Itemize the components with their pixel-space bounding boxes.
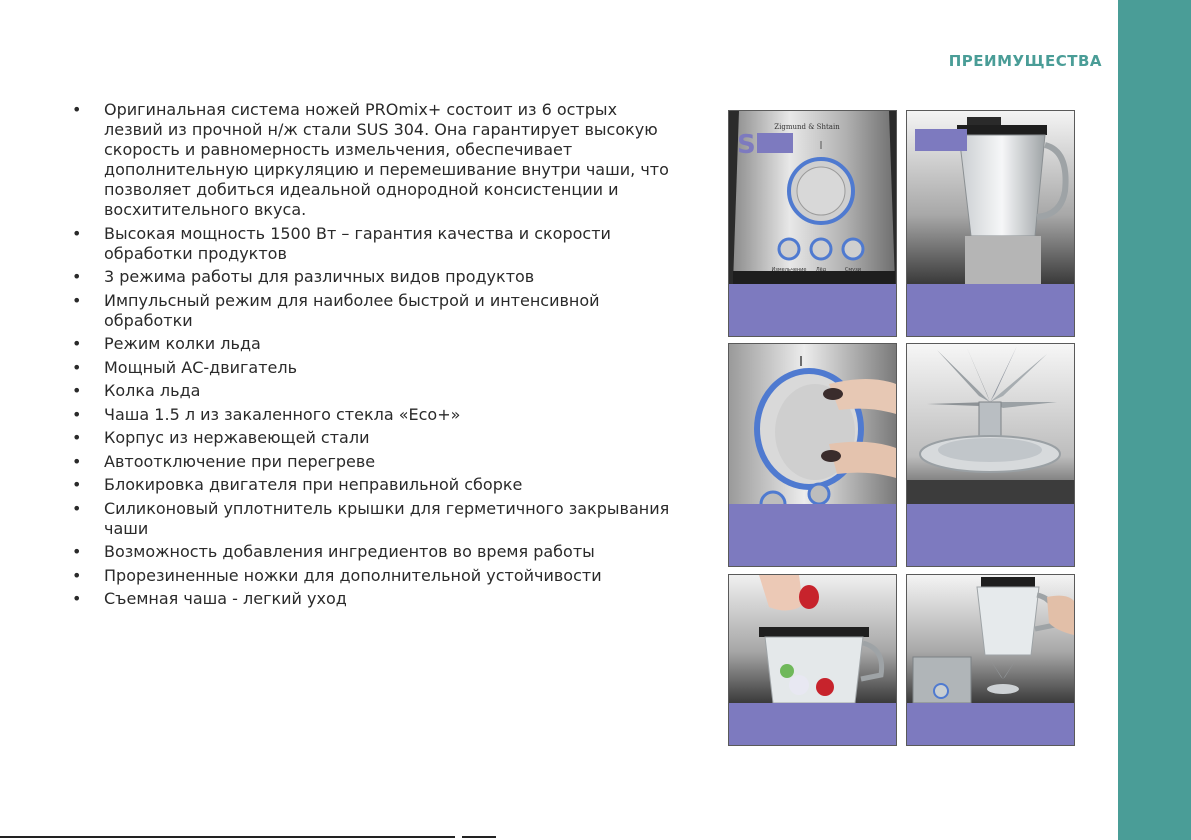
footer-divider xyxy=(0,836,455,838)
feature-text: Корпус из нержавеющей стали xyxy=(104,428,370,447)
feature-text: Высокая мощность 1500 Вт – гарантия качества и скорости обработки продуктов xyxy=(104,223,611,263)
features-list xyxy=(72,100,672,613)
feature-text: Режим колки льда xyxy=(104,334,261,353)
bullet-icon: • xyxy=(72,404,82,424)
feature-text: Колка льда xyxy=(104,381,201,400)
feature-item xyxy=(72,566,672,586)
bullet-icon: • xyxy=(72,451,82,471)
bullet-icon: • xyxy=(72,100,82,119)
feature-text: 3 режима работы для различных видов продуктов xyxy=(104,267,535,286)
button-label: Смузи xyxy=(844,267,862,273)
bullet-icon: • xyxy=(72,334,82,353)
footer-divider-dash xyxy=(462,836,496,838)
side-color-bar xyxy=(1118,0,1191,840)
photo-tile-knob xyxy=(728,343,897,567)
feature-text: Чаша 1.5 л из закаленного стекла «Eco+» xyxy=(104,404,461,424)
feature-item xyxy=(72,224,672,264)
control-panel-illustration xyxy=(729,111,896,284)
feature-text: Автоотключение при перегреве xyxy=(104,451,376,471)
feature-item xyxy=(72,589,672,609)
bullet-icon: • xyxy=(72,357,82,377)
feature-item xyxy=(72,542,672,562)
bullet-icon: • xyxy=(72,428,82,447)
s-badge-icon: S xyxy=(737,130,756,160)
feature-item xyxy=(72,405,672,425)
bullet-icon: • xyxy=(72,381,82,400)
feature-text: Съемная чаша - легкий уход xyxy=(104,589,347,608)
bullet-icon: • xyxy=(72,589,82,608)
bullet-icon: • xyxy=(72,475,82,494)
feature-item xyxy=(72,291,672,331)
glass-jug-illustration xyxy=(907,111,1074,284)
adding-ingredients-photo xyxy=(729,575,896,703)
feature-item xyxy=(72,499,672,539)
photo-tile-removable-jug xyxy=(906,574,1075,746)
adding-ingredients-illustration xyxy=(729,575,896,703)
badge-rect xyxy=(915,129,967,151)
feature-text: Возможность добавления ингредиентов во время работы xyxy=(104,542,595,561)
feature-item xyxy=(72,428,672,448)
feature-text: Импульсный режим для наиболее быстрой и интенсивной обработки xyxy=(104,290,600,330)
glass-jug-photo xyxy=(907,111,1074,284)
knob-photo xyxy=(729,344,896,504)
button-label: Лёд xyxy=(815,267,827,273)
removable-jug-photo xyxy=(907,575,1074,703)
feature-item xyxy=(72,452,672,472)
photo-tile-adding-ingredients xyxy=(728,574,897,746)
photo-tile-glass-jug xyxy=(906,110,1075,337)
brand-label: Zigmund & Shtain xyxy=(774,123,840,131)
section-title: ПРЕИМУЩЕСТВА xyxy=(948,52,1102,70)
button-label: Измельчение xyxy=(771,267,807,273)
feature-text: Прорезиненные ножки для дополнительной устойчивости xyxy=(104,565,602,585)
feature-item xyxy=(72,100,672,220)
feature-item xyxy=(72,475,672,495)
bullet-icon: • xyxy=(72,267,82,286)
bullet-icon: • xyxy=(72,542,82,561)
control-panel-photo xyxy=(729,111,896,284)
feature-text: Силиконовый уплотнитель крышки для герметичного закрывания чаши xyxy=(104,498,670,538)
bullet-icon: • xyxy=(72,565,82,585)
feature-text: Блокировка двигателя при неправильной сборке xyxy=(104,475,523,494)
photo-tile-control-panel xyxy=(728,110,897,337)
feature-item xyxy=(72,267,672,287)
feature-item xyxy=(72,334,672,354)
blades-illustration xyxy=(907,344,1074,504)
bullet-icon: • xyxy=(72,290,82,310)
removable-jug-illustration xyxy=(907,575,1074,703)
feature-text: Мощный АС-двигатель xyxy=(104,357,298,377)
bullet-icon: • xyxy=(72,223,82,243)
bullet-icon: • xyxy=(72,498,82,518)
feature-item xyxy=(72,358,672,378)
blades-photo xyxy=(907,344,1074,504)
feature-text: Оригинальная система ножей PROmix+ состоит из 6 острых лезвий из прочной н/ж стали SUS 304. Она гарантирует высокую скорость и равномерность измельчения, обеспечивает дополнительную циркуляцию и перемешивание внутри чаши, что позволяет добиться идеальной однородной консистенции и восхитительного вкуса. xyxy=(104,100,669,219)
photo-tile-blades xyxy=(906,343,1075,567)
knob-illustration xyxy=(729,344,896,504)
feature-item xyxy=(72,381,672,401)
